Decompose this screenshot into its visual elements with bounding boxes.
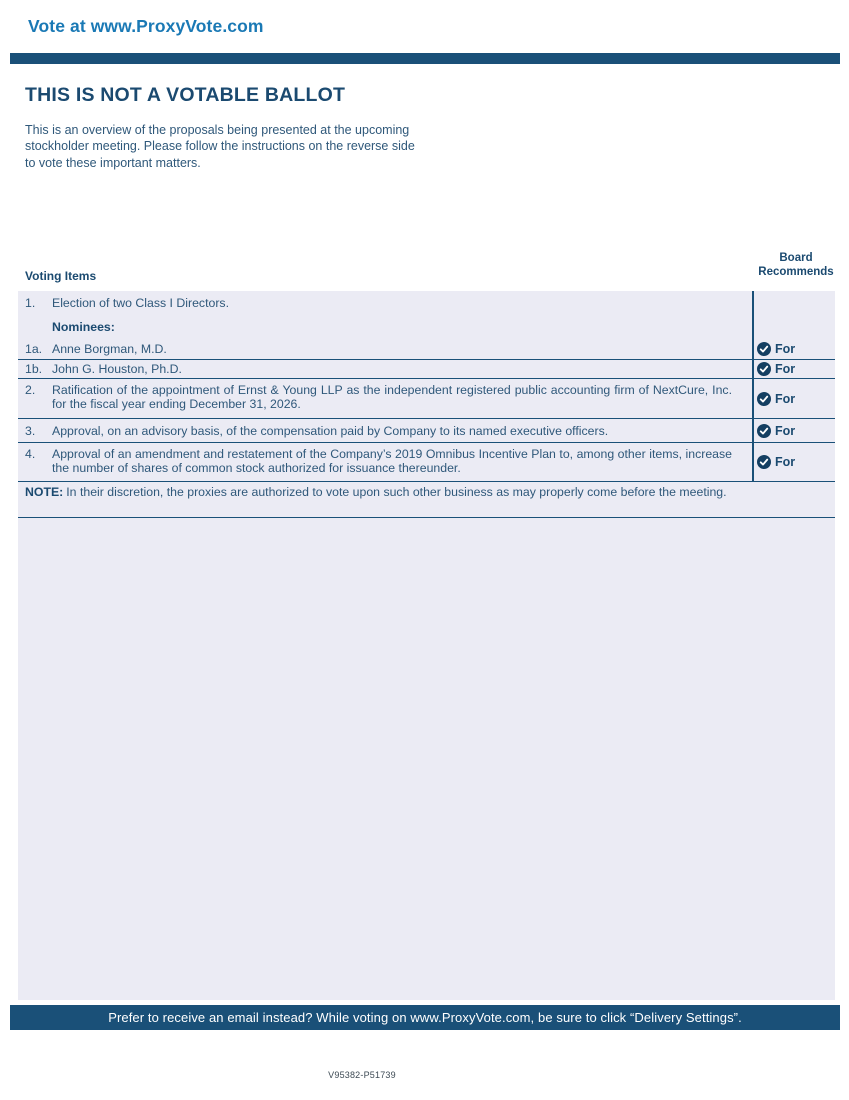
voting-items-column-header: Voting Items bbox=[25, 269, 97, 283]
email-delivery-banner: Prefer to receive an email instead? While voting on www.ProxyVote.com, be sure to click “Delivery Settings”. bbox=[10, 1005, 840, 1030]
document-code: V95382-P51739 bbox=[328, 1070, 396, 1080]
voting-items-table bbox=[18, 291, 835, 1000]
table-row-2 bbox=[18, 379, 835, 419]
item-text: John G. Houston, Ph.D. bbox=[52, 362, 182, 376]
item-number: 1. bbox=[25, 296, 36, 310]
recommend-label: For bbox=[775, 362, 796, 376]
recommend-label: For bbox=[775, 341, 796, 356]
item-text: Anne Borgman, M.D. bbox=[52, 341, 167, 356]
board-recommends-column-header bbox=[754, 252, 838, 279]
note-label: NOTE: bbox=[25, 485, 64, 499]
board-recommendation bbox=[757, 419, 835, 442]
board-recommendation bbox=[757, 443, 835, 481]
note-text-block bbox=[25, 485, 751, 500]
item-number: 2. bbox=[25, 383, 36, 397]
header-divider-bar bbox=[10, 53, 840, 64]
item-text: Approval, on an advisory basis, of the compensation paid by Company to its named executive officers. bbox=[52, 423, 609, 438]
nominees-label: Nominees: bbox=[52, 319, 115, 334]
table-row-1b bbox=[18, 360, 835, 379]
board-recommends-line2: Recommends bbox=[758, 265, 834, 278]
item-number: 1a. bbox=[25, 341, 43, 356]
table-row-1 bbox=[18, 291, 835, 315]
table-row-4 bbox=[18, 443, 835, 482]
item-number: 1b. bbox=[25, 362, 43, 376]
check-circle-icon bbox=[757, 392, 771, 406]
note-text: In their discretion, the proxies are authorized to vote upon such other business as may properly come before the meeting. bbox=[66, 485, 727, 499]
board-recommendation bbox=[757, 338, 835, 359]
table-row-nominees bbox=[18, 315, 835, 338]
recommend-column-divider bbox=[752, 291, 754, 482]
table-row-3 bbox=[18, 419, 835, 443]
notice-paragraph: This is an overview of the proposals being presented at the upcoming stockholder meeting. Please follow the instructions on the reverse side to vote these important matters. bbox=[25, 123, 415, 170]
board-recommends-line1: Board bbox=[779, 252, 813, 264]
recommend-label: For bbox=[775, 455, 796, 469]
board-recommendation bbox=[757, 360, 835, 378]
table-row-note bbox=[18, 482, 835, 518]
item-text: Ratification of the appointment of Ernst & Young LLP as the independent registered public accounting firm of NextCure, Inc. for the fiscal year ending December 31, 2026. bbox=[52, 383, 732, 411]
check-circle-icon bbox=[757, 455, 771, 469]
check-circle-icon bbox=[757, 424, 771, 438]
not-votable-heading: THIS IS NOT A VOTABLE BALLOT bbox=[25, 84, 346, 106]
item-text: Election of two Class I Directors. bbox=[52, 296, 229, 310]
board-recommendation bbox=[757, 379, 835, 418]
vote-url-heading: Vote at www.ProxyVote.com bbox=[28, 16, 264, 36]
table-row-1a bbox=[18, 338, 835, 360]
item-text: Approval of an amendment and restatement of the Company’s 2019 Omnibus Incentive Plan to, among other items, increase the number of shares of common stock authorized for issuance thereunder. bbox=[52, 447, 732, 475]
check-circle-icon bbox=[757, 342, 771, 356]
item-number: 3. bbox=[25, 423, 36, 438]
recommend-label: For bbox=[775, 423, 796, 438]
item-number: 4. bbox=[25, 447, 36, 461]
recommend-label: For bbox=[775, 391, 796, 406]
check-circle-icon bbox=[757, 362, 771, 376]
